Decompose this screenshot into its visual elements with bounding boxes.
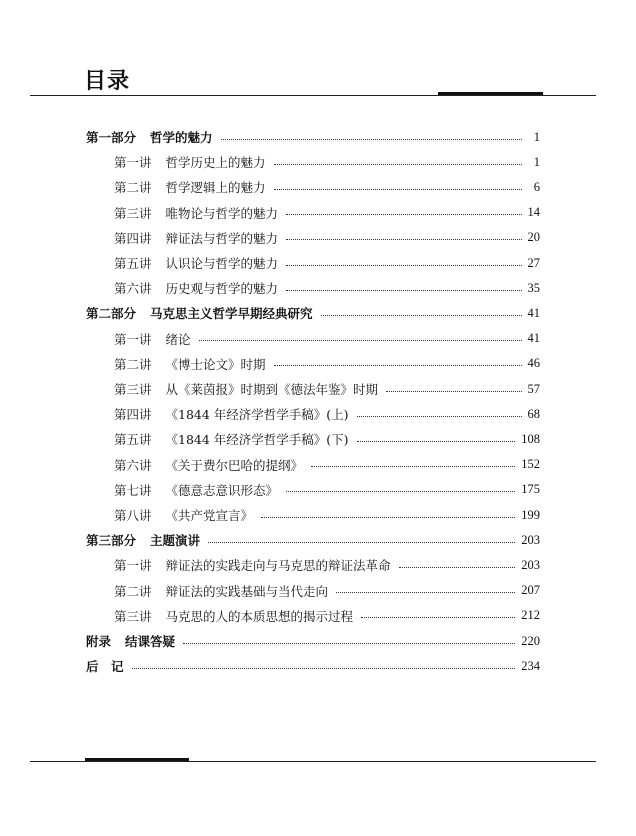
toc-entry-number: 第一讲 [114, 331, 152, 347]
toc-entry-title: 《博士论文》时期 [165, 356, 266, 372]
dot-leader [286, 265, 521, 266]
dot-leader [357, 416, 522, 417]
toc-entry-page-number: 175 [521, 482, 540, 497]
toc-entry-page-number: 207 [521, 583, 540, 598]
dot-leader [336, 592, 515, 593]
page-title: 目录 [84, 69, 131, 94]
dot-leader [261, 517, 515, 518]
toc-entry-part[interactable] [86, 530, 540, 550]
dot-leader [286, 214, 521, 215]
toc-entry-lecture[interactable] [114, 606, 540, 626]
toc-entry-title: 主题演讲 [150, 533, 201, 549]
toc-entry-number: 第五讲 [114, 432, 152, 448]
toc-entry-page-number: 203 [521, 557, 540, 572]
footer-rule [30, 761, 596, 762]
toc-entry-title: 《1844 年经济学哲学手稿》(下) [165, 432, 349, 448]
toc-entry-page-number: 14 [527, 205, 540, 220]
toc-entry-page-number: 1 [533, 154, 540, 169]
header-rule [30, 95, 596, 96]
toc-entry-page-number: 108 [521, 431, 540, 446]
toc-entry-number: 第一部分 [86, 130, 137, 145]
toc-entry-lecture[interactable] [114, 379, 540, 399]
toc-entry-lecture[interactable] [114, 505, 540, 525]
toc-entry-part[interactable] [86, 631, 540, 651]
dot-leader [286, 491, 515, 492]
toc-entry-number: 第三讲 [114, 382, 152, 397]
toc-entry-number: 第八讲 [114, 508, 152, 523]
toc-entry-title: 认识论与哲学的魅力 [165, 256, 279, 271]
dot-leader [357, 441, 516, 442]
toc-entry-page-number: 203 [521, 532, 540, 547]
toc-entry-title: 《关于费尔巴哈的提纲》 [165, 457, 304, 473]
toc-entry-number: 第二讲 [114, 180, 152, 196]
toc-entry-lecture[interactable] [114, 581, 540, 601]
toc-entry-page-number: 220 [521, 633, 540, 648]
toc-entry-title: 马克思的人的本质思想的揭示过程 [165, 608, 354, 624]
toc-entry-number: 第一讲 [114, 155, 152, 171]
toc-entry-title: 马克思主义哲学早期经典研究 [150, 306, 313, 322]
toc-entry-lecture[interactable] [114, 228, 540, 248]
toc-entry-lecture[interactable] [114, 429, 540, 449]
dot-leader [361, 617, 515, 618]
toc-entry-number: 第二部分 [86, 306, 137, 322]
toc-entry-page-number: 41 [527, 305, 540, 320]
toc-entry-page-number: 199 [521, 507, 540, 522]
toc-entry-lecture[interactable] [114, 404, 540, 424]
toc-entry-page-number: 57 [527, 381, 540, 396]
toc-entry-page-number: 1 [533, 129, 540, 144]
toc-entry-number: 第四讲 [114, 407, 152, 423]
toc-entry-title: 辩证法的实践走向与马克思的辩证法革命 [165, 558, 391, 574]
toc-entry-title: 历史观与哲学的魅力 [165, 281, 279, 297]
dot-leader [311, 466, 515, 467]
toc-entry-title: 哲学的魅力 [150, 130, 213, 145]
toc-entry-number: 第四讲 [114, 230, 152, 246]
toc-entry-page-number: 27 [527, 255, 540, 270]
toc-entry-lecture[interactable] [114, 253, 540, 273]
toc-entry-lecture[interactable] [114, 177, 540, 197]
toc-entry-title: 绪论 [165, 331, 191, 347]
toc-entry-page-number: 212 [521, 608, 540, 623]
dot-leader [199, 340, 522, 341]
dot-leader [399, 567, 516, 568]
toc-entry-title: 从《莱茵报》时期到《德法年鉴》时期 [165, 382, 379, 397]
toc-entry-title: 辩证法与哲学的魅力 [165, 230, 279, 246]
toc-entry-page-number: 46 [527, 356, 540, 371]
toc-entry-part[interactable] [86, 303, 540, 323]
toc-entry-title: 结课答疑 [125, 634, 176, 649]
dot-leader [386, 391, 521, 392]
toc-entry-number: 第三讲 [114, 205, 152, 221]
toc-entry-page-number: 41 [527, 331, 540, 346]
toc-entry-part[interactable] [86, 127, 540, 147]
dot-leader [321, 315, 522, 316]
dot-leader [286, 290, 521, 291]
toc-entry-title: 辩证法的实践基础与当代走向 [165, 583, 329, 599]
toc-entry-number: 第六讲 [114, 281, 152, 297]
toc-entry-number: 第六讲 [114, 457, 152, 473]
toc-entry-number: 后 记 [86, 659, 124, 675]
toc-entry-number: 第二讲 [114, 356, 152, 372]
toc-entry-title: 《德意志意识形态》 [165, 482, 279, 498]
toc-entry-page-number: 6 [533, 179, 540, 194]
dot-leader [183, 643, 515, 644]
dot-leader [221, 139, 522, 140]
toc-entry-page-number: 20 [527, 230, 540, 245]
dot-leader [274, 365, 522, 366]
toc-entry-page-number: 35 [527, 280, 540, 295]
toc-entry-number: 第五讲 [114, 256, 152, 271]
toc-entry-page-number: 152 [521, 457, 540, 472]
dot-leader [132, 668, 516, 669]
toc-entry-lecture[interactable] [114, 203, 540, 223]
toc-entry-lecture[interactable] [114, 152, 540, 172]
dot-leader [286, 239, 521, 240]
toc-entry-lecture[interactable] [114, 555, 540, 575]
toc-entry-number: 第三部分 [86, 533, 137, 549]
toc-entry-lecture[interactable] [114, 329, 540, 349]
toc-entry-page-number: 68 [527, 406, 540, 421]
toc-entry-number: 第三讲 [114, 608, 152, 624]
toc-entry-title: 《共产党宣言》 [165, 508, 254, 523]
dot-leader [274, 164, 522, 165]
toc-entry-number: 附录 [86, 634, 112, 649]
toc-entry-page-number: 234 [521, 658, 540, 673]
toc-entry-lecture[interactable] [114, 480, 540, 500]
dot-leader [208, 542, 515, 543]
toc-entry-number: 第七讲 [114, 482, 152, 498]
toc-entry-part[interactable] [86, 656, 540, 676]
toc-entry-lecture[interactable] [114, 455, 540, 475]
toc-entry-title: 哲学历史上的魅力 [165, 155, 266, 171]
toc-entry-title: 唯物论与哲学的魅力 [165, 205, 279, 221]
toc-entry-lecture[interactable] [114, 354, 540, 374]
dot-leader [274, 189, 522, 190]
toc-entry-number: 第二讲 [114, 583, 152, 599]
toc-entry-title: 哲学逻辑上的魅力 [165, 180, 266, 196]
toc-entry-lecture[interactable] [114, 278, 540, 298]
toc-entry-number: 第一讲 [114, 558, 152, 574]
toc-entry-title: 《1844 年经济学哲学手稿》(上) [165, 407, 349, 423]
